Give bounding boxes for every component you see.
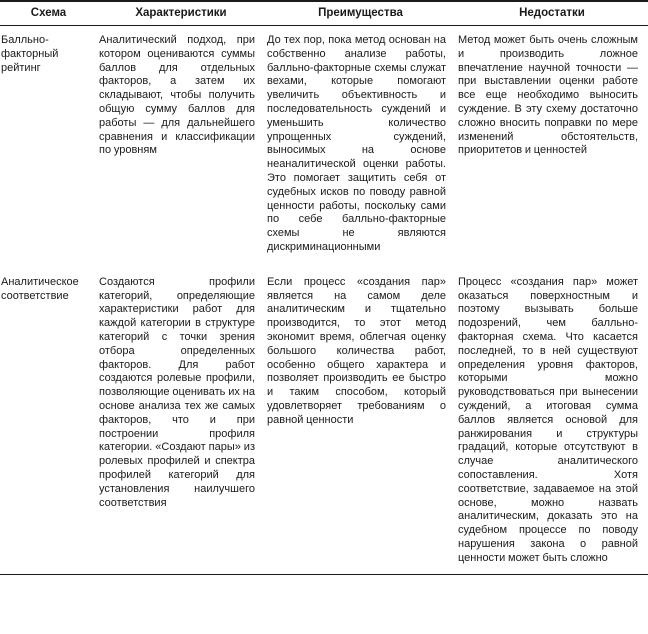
column-header-advantages: Преимущества — [265, 1, 456, 26]
cell-characteristics: Аналитический подход, при котором оцениваются суммы баллов для отдельных факторов, а затем их складывают, чтобы получить общую сумму баллов для работы — для дальнейшего сравнения и классификации по уровням — [99, 34, 255, 157]
header-row — [0, 1, 648, 26]
table-row-point-factor-rating — [0, 26, 648, 264]
cell-scheme: Балльно-факторный рейтинг — [1, 34, 59, 74]
column-header-disadvantages: Недостатки — [456, 1, 648, 26]
table-row-analytical-matching — [0, 264, 648, 575]
column-header-scheme: Схема — [0, 1, 97, 26]
cell-advantages: Если процесс «создания пар» является на самом деле аналитическим и тщательно производится, то этот метод экономит время, облегчая оценку большого количества работ, особенно общего характера и позволяет производить ее быстро и таким способом, который удовлетворяет требованиям о равной ценности — [267, 275, 446, 426]
cell-advantages: До тех пор, пока метод основан на собственно анализе работы, балльно-факторные схемы служат вехами, которые помогают увеличить объективность и последовательность суждений и уменьшить количество упрощенных суждений, выносимых на основе неаналитической оценки работы. Это помогает защитить себя от судебных исков по поводу равной ценности работы, поскольку сами по себе балльно-факторные схемы не являются дискриминационными — [267, 34, 446, 253]
cell-characteristics: Создаются профили категорий, определяющие характеристики работ для каждой категории в структуре категорий с точки зрения отбора определенных факторов. Для работ создаются ролевые профили, позволяющие оценивать их на основе анализа тех же самых факторов, что и при построении профиля категории. «Создают пары» из ролевых профилей и спектра профилей категорий для установления наилучшего соответствия — [99, 275, 255, 509]
cell-disadvantages: Процесс «создания пар» может оказаться поверхностным и поэтому вызывать больше подозрений, чем балльно-факторная схема. Что касается последней, то в ней существуют определения уровня факторов, которыми можно руководствоваться при вынесении суждений, а итоговая сумма баллов является основой для ранжирования и структуры градаций, которые отсутствуют в случае аналитического сопоставления. Хотя соответствие, задаваемое на этой основе, можно назвать аналитическим, доказать это на судебном процессе по поводу нарушения закона о равной ценности может быть сложно — [458, 275, 638, 564]
column-header-characteristics: Характеристики — [97, 1, 265, 26]
cell-disadvantages: Метод может быть очень сложным и производить ложное впечатление научной точности — при выставлении оценки работе все еще необходимо выносить суждение. В эту схему достаточно сложно вносить поправки по мере изменений обстоятельств, приоритетов и ценностей — [458, 34, 638, 157]
cell-scheme: Аналитическое соответствие — [1, 275, 79, 302]
